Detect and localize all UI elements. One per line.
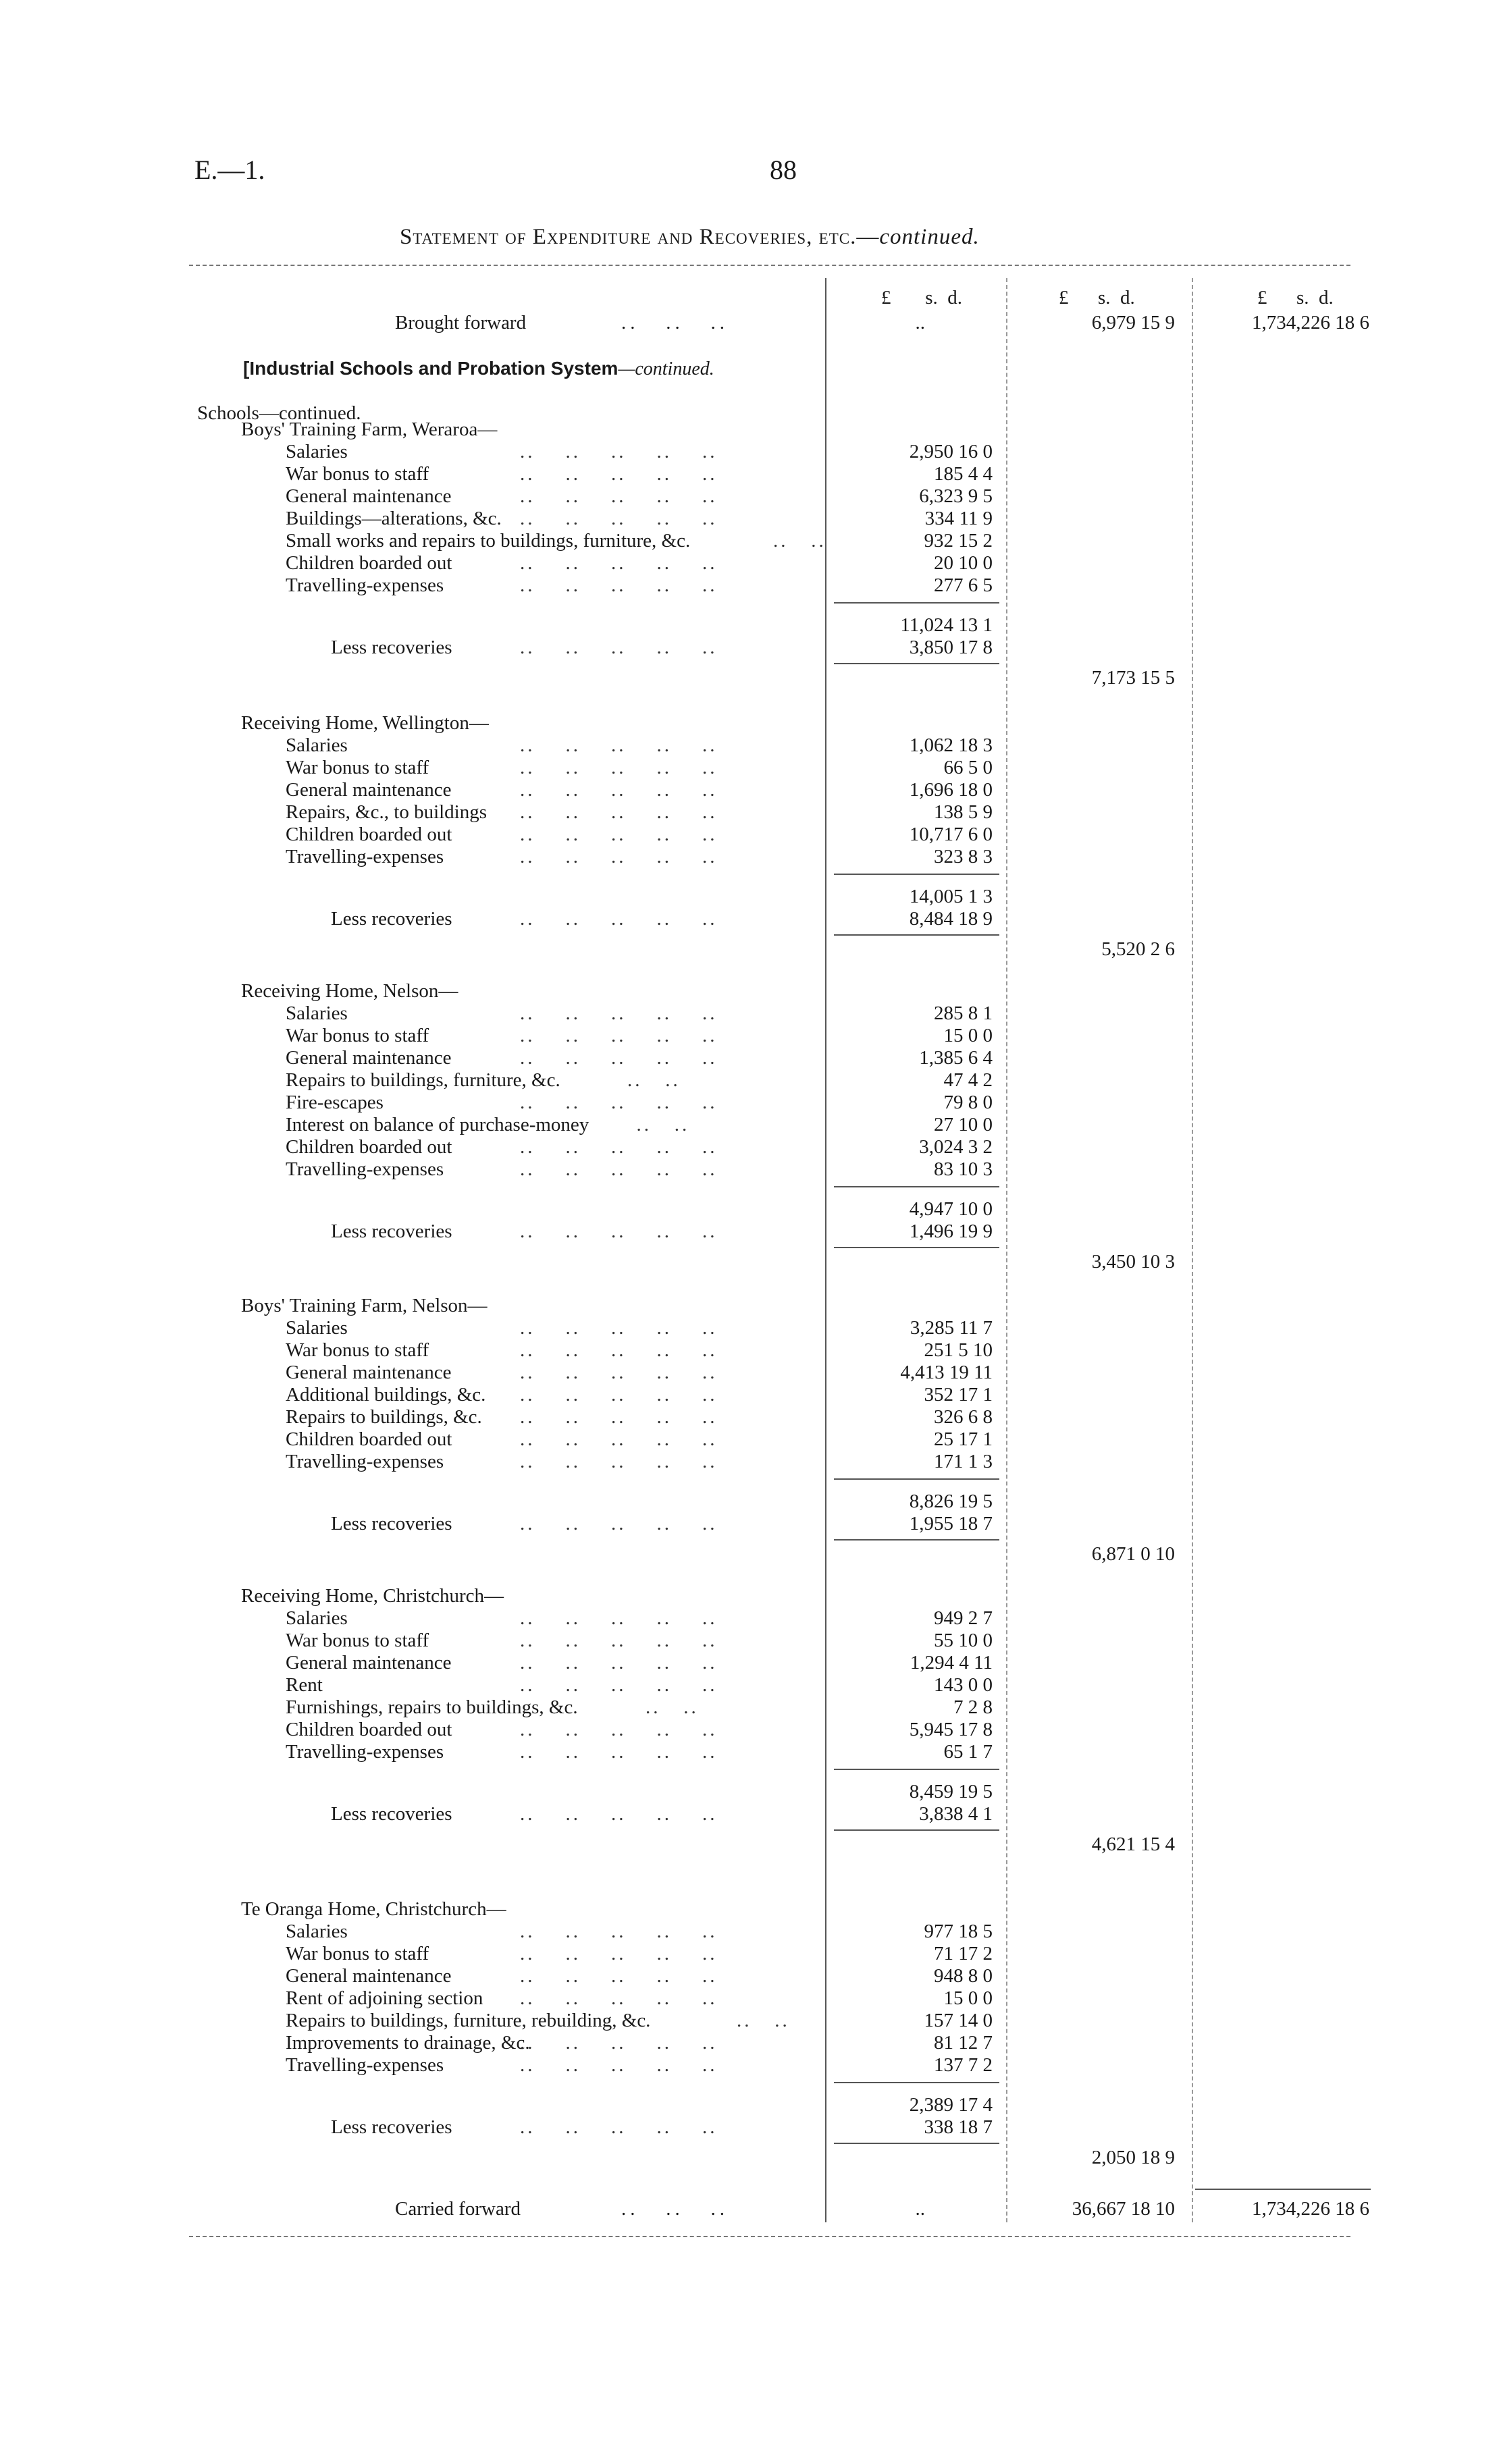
table-row [0, 1114, 1499, 1136]
item-label: Travelling-expenses [286, 1741, 444, 1763]
item-label: War bonus to staff [286, 1630, 429, 1651]
item-value: 6,323 9 5 [919, 485, 993, 507]
table-row [0, 1674, 1499, 1696]
item-value: 71 17 2 [934, 1943, 993, 1964]
item-label: Small works and repairs to buildings, furniture, &c. [286, 530, 691, 552]
item-label: Children boarded out [286, 552, 452, 574]
item-value: 948 8 0 [934, 1965, 993, 1987]
leader-dots: .. .. .. .. .. [520, 1136, 718, 1158]
leader-dots: .. .. .. .. .. [520, 2032, 718, 2054]
leader-dots: .. .. .. .. .. [520, 552, 718, 574]
item-label: Children boarded out [286, 1136, 452, 1158]
table-row [0, 463, 1499, 485]
group-recoveries: 1,955 18 7 [909, 1513, 993, 1534]
table-row [0, 1943, 1499, 1965]
item-label: War bonus to staff [286, 1943, 429, 1964]
table-row [0, 801, 1499, 824]
item-label: Salaries [286, 734, 348, 756]
group-net: 3,450 10 3 [1091, 1251, 1175, 1273]
page-ref: E.—1. [194, 155, 265, 185]
table-row [0, 779, 1499, 801]
group-recoveries: 8,484 18 9 [909, 908, 993, 930]
item-value: 66 5 0 [943, 757, 993, 778]
item-value: 334 11 9 [924, 508, 993, 529]
net-rule [834, 1247, 999, 1248]
table-row [0, 1428, 1499, 1451]
item-label: War bonus to staff [286, 757, 429, 778]
item-label: Furnishings, repairs to buildings, &c. [286, 1696, 578, 1718]
carried-forward-col1: .. [915, 2198, 925, 2220]
item-value: 20 10 0 [934, 552, 993, 574]
leader-dots: .. .. .. .. .. [520, 1607, 718, 1629]
group-total: 11,024 13 1 [900, 614, 993, 636]
leader-dots: .. .. .. .. .. [520, 824, 718, 845]
item-value: 27 10 0 [934, 1114, 993, 1135]
leader-dots: .. .. .. .. .. [520, 1362, 718, 1383]
item-value: 47 4 2 [943, 1069, 993, 1091]
leader-dots: .. .. .. .. .. [520, 1221, 718, 1242]
leader-dots: .. .. .. .. .. [520, 757, 718, 778]
item-value: 10,717 6 0 [909, 824, 993, 845]
item-label: Travelling-expenses [286, 1158, 444, 1180]
item-label: Travelling-expenses [286, 1451, 444, 1472]
item-label: Salaries [286, 1002, 348, 1024]
leader-dots: .. .. .. .. .. [520, 1965, 718, 1987]
table-row [0, 1317, 1499, 1339]
carried-forward-row [0, 2198, 1499, 2220]
leader-dots: .. .. .. .. .. [520, 1092, 718, 1113]
table-row [0, 530, 1499, 552]
item-value: 1,062 18 3 [909, 734, 993, 756]
table-row [0, 1002, 1499, 1025]
table-row [0, 485, 1499, 508]
item-value: 2,950 16 0 [909, 441, 993, 462]
leader-dots: .. .. .. .. .. [520, 846, 718, 867]
leader-dots: .. .. .. .. .. [520, 1428, 718, 1450]
item-label: Rent [286, 1674, 323, 1696]
item-value: 15 0 0 [943, 1987, 993, 2009]
item-value: 79 8 0 [943, 1092, 993, 1113]
currency-header-1: £ s. d. [881, 287, 963, 309]
group-title: Receiving Home, Wellington— [241, 712, 489, 734]
item-label: Rent of adjoining section [286, 1987, 483, 2009]
table-row [0, 734, 1499, 757]
table-row [0, 441, 1499, 463]
leader-dots: .. .. .. .. .. [520, 1451, 718, 1472]
group-recoveries: 338 18 7 [924, 2116, 993, 2138]
carried-forward-rule [1195, 2189, 1371, 2190]
brought-forward-col2: 6,979 15 9 [1091, 312, 1175, 333]
item-value: 949 2 7 [934, 1607, 993, 1629]
group-recoveries: 1,496 19 9 [909, 1221, 993, 1242]
table-row [0, 1092, 1499, 1114]
group-total: 4,947 10 0 [909, 1198, 993, 1220]
item-value: 157 14 0 [924, 2010, 993, 2031]
item-value: 4,413 19 11 [900, 1362, 993, 1383]
title-main: Statement of Expenditure and Recoveries, etc.— [400, 225, 880, 249]
group-net: 5,520 2 6 [1101, 938, 1175, 960]
table-row [0, 1719, 1499, 1741]
item-value: 352 17 1 [924, 1384, 993, 1405]
section-title: [Industrial Schools and Probation System—continued. [243, 358, 714, 379]
leader-dots: .. .. [627, 1069, 681, 1091]
item-label: Repairs to buildings, &c. [286, 1406, 482, 1428]
item-label: Children boarded out [286, 1428, 452, 1450]
net-rule [834, 934, 999, 936]
table-row [0, 574, 1499, 597]
subtotal-rule [834, 2082, 999, 2083]
leader-dots: .. .. .. .. .. [520, 1921, 718, 1942]
page-title [400, 225, 980, 250]
table-row [0, 1025, 1499, 1047]
item-label: War bonus to staff [286, 1025, 429, 1046]
group-net: 7,173 15 5 [1091, 667, 1175, 689]
recoveries-label: Less recoveries [331, 1513, 452, 1534]
item-label: Additional buildings, &c. [286, 1384, 486, 1405]
group-net: 2,050 18 9 [1091, 2147, 1175, 2168]
item-label: General maintenance [286, 1965, 452, 1987]
leader-dots: .. .. .. .. .. [520, 1719, 718, 1740]
group-title: Receiving Home, Christchurch— [241, 1585, 504, 1607]
item-value: 285 8 1 [934, 1002, 993, 1024]
subtotal-rule [834, 602, 999, 604]
leader-dots: .. .. .. .. .. [520, 1652, 718, 1673]
table-row [0, 1136, 1499, 1158]
table-row [0, 2010, 1499, 2032]
item-label: Repairs, &c., to buildings [286, 801, 488, 823]
brought-forward-col1: .. [915, 312, 925, 333]
item-value: 3,285 11 7 [910, 1317, 993, 1339]
item-label: Children boarded out [286, 1719, 452, 1740]
leader-dots: .. .. .. .. .. [520, 734, 718, 756]
leader-dots: .. .. .. .. .. [520, 1025, 718, 1046]
item-label: Improvements to drainage, &c. [286, 2032, 530, 2054]
table-row [0, 552, 1499, 574]
group-title: Te Oranga Home, Christchurch— [241, 1898, 506, 1920]
item-value: 185 4 4 [934, 463, 993, 485]
table-row [0, 1607, 1499, 1630]
leader-dots: .. .. [773, 530, 826, 552]
leader-dots: .. .. [636, 1114, 690, 1135]
item-label: General maintenance [286, 1652, 452, 1673]
item-label: Repairs to buildings, furniture, rebuilding, &c. [286, 2010, 651, 2031]
table-row [0, 1921, 1499, 1943]
item-value: 171 1 3 [934, 1451, 993, 1472]
item-value: 137 7 2 [934, 2054, 993, 2076]
item-label: General maintenance [286, 779, 452, 801]
leader-dots: .. .. .. .. .. [520, 1002, 718, 1024]
leader-dots: .. .. .. .. .. [520, 801, 718, 823]
brought-forward-col3: 1,734,226 18 6 [1252, 312, 1369, 333]
table-row [0, 846, 1499, 868]
subtotal-rule [834, 1769, 999, 1770]
footer-rule [189, 2236, 1350, 2237]
table-row [0, 1652, 1499, 1674]
subtotal-rule [834, 1186, 999, 1187]
leader-dots: .. .. .. .. .. [520, 1674, 718, 1696]
table-row [0, 1362, 1499, 1384]
leader-dots: .. .. .. .. .. [520, 441, 718, 462]
item-value: 138 5 9 [934, 801, 993, 823]
leader-dots: .. .. .. .. .. [520, 1317, 718, 1339]
table-row [0, 1339, 1499, 1362]
leader-dots: .. .. .. .. .. [520, 1513, 718, 1534]
item-value: 1,696 18 0 [909, 779, 993, 801]
item-value: 7 2 8 [953, 1696, 993, 1718]
item-value: 1,385 6 4 [919, 1047, 993, 1069]
item-value: 326 6 8 [934, 1406, 993, 1428]
group-total: 8,826 19 5 [909, 1491, 993, 1512]
net-rule [834, 663, 999, 664]
group-total: 14,005 1 3 [909, 886, 993, 907]
leader-dots: .. .. .. .. .. [520, 1158, 718, 1180]
leader-dots: .. .. .. .. .. [520, 2116, 718, 2138]
item-label: General maintenance [286, 1362, 452, 1383]
table-row [0, 757, 1499, 779]
header-rule [189, 265, 1350, 266]
item-label: Fire-escapes [286, 1092, 384, 1113]
group-total: 8,459 19 5 [909, 1781, 993, 1802]
leader-dots: .. .. [646, 1696, 699, 1718]
subtotal-rule [834, 1478, 999, 1480]
item-value: 81 12 7 [934, 2032, 993, 2054]
title-continued: continued. [879, 225, 980, 249]
table-row [0, 1406, 1499, 1428]
item-label: General maintenance [286, 1047, 452, 1069]
table-row [0, 1965, 1499, 1987]
recoveries-label: Less recoveries [331, 1221, 452, 1242]
item-value: 251 5 10 [924, 1339, 993, 1361]
table-row [0, 2032, 1499, 2054]
leader-dots: .. .. .. .. .. [520, 1339, 718, 1361]
table-row [0, 1158, 1499, 1181]
item-label: Children boarded out [286, 824, 452, 845]
table-row [0, 508, 1499, 530]
table-row [0, 1069, 1499, 1092]
net-rule [834, 2143, 999, 2144]
table-row [0, 2054, 1499, 2077]
item-label: Repairs to buildings, furniture, &c. [286, 1069, 560, 1091]
brought-forward-row [0, 312, 1499, 334]
table-row [0, 1047, 1499, 1069]
leader-dots: .. .. .. .. .. [520, 908, 718, 930]
item-label: Salaries [286, 441, 348, 462]
leader-dots: .. .. [737, 2010, 790, 2031]
table-row [0, 1696, 1499, 1719]
group-net: 6,871 0 10 [1091, 1543, 1175, 1565]
currency-header-2: £ s. d. [1059, 287, 1135, 309]
item-value: 1,294 4 11 [910, 1652, 993, 1673]
item-value: 143 0 0 [934, 1674, 993, 1696]
recoveries-label: Less recoveries [331, 637, 452, 658]
leader-dots: .. .. .. .. .. [520, 1987, 718, 2009]
carried-forward-col2: 36,667 18 10 [1072, 2198, 1175, 2220]
group-net: 4,621 15 4 [1091, 1833, 1175, 1855]
leader-dots: .. .. .. [621, 2198, 729, 2220]
group-recoveries: 3,838 4 1 [919, 1803, 993, 1825]
leader-dots: .. .. .. .. .. [520, 574, 718, 596]
carried-forward-col3: 1,734,226 18 6 [1252, 2198, 1369, 2220]
table-row [0, 1384, 1499, 1406]
leader-dots: .. .. .. .. .. [520, 779, 718, 801]
table-row [0, 1451, 1499, 1473]
recoveries-label: Less recoveries [331, 2116, 452, 2138]
brought-forward-label: Brought forward [395, 312, 527, 333]
group-title: Receiving Home, Nelson— [241, 980, 458, 1002]
schools-label: Schools—continued. [197, 402, 361, 424]
page-number: 88 [770, 155, 797, 185]
item-value: 5,945 17 8 [909, 1719, 993, 1740]
item-label: Salaries [286, 1921, 348, 1942]
table-row [0, 1741, 1499, 1763]
group-title: Boys' Training Farm, Weraroa— [241, 419, 498, 440]
item-label: War bonus to staff [286, 1339, 429, 1361]
item-value: 83 10 3 [934, 1158, 993, 1180]
item-label: Travelling-expenses [286, 846, 444, 867]
table-row [0, 824, 1499, 846]
item-label: Travelling-expenses [286, 574, 444, 596]
leader-dots: .. .. .. .. .. [520, 508, 718, 529]
item-label: War bonus to staff [286, 463, 429, 485]
item-value: 25 17 1 [934, 1428, 993, 1450]
item-value: 3,024 3 2 [919, 1136, 993, 1158]
table-row [0, 1630, 1499, 1652]
section-continued: —continued. [618, 358, 714, 379]
subtotal-rule [834, 874, 999, 875]
item-value: 977 18 5 [924, 1921, 993, 1942]
item-value: 323 8 3 [934, 846, 993, 867]
leader-dots: .. .. .. .. .. [520, 1047, 718, 1069]
item-label: Travelling-expenses [286, 2054, 444, 2076]
item-value: 15 0 0 [943, 1025, 993, 1046]
recoveries-label: Less recoveries [331, 908, 452, 930]
leader-dots: .. .. .. .. .. [520, 485, 718, 507]
carried-forward-label: Carried forward [395, 2198, 521, 2220]
leader-dots: .. .. .. .. .. [520, 2054, 718, 2076]
currency-header-3: £ s. d. [1257, 287, 1334, 309]
leader-dots: .. .. .. [621, 312, 729, 333]
item-value: 55 10 0 [934, 1630, 993, 1651]
leader-dots: .. .. .. .. .. [520, 1741, 718, 1763]
leader-dots: .. .. .. .. .. [520, 1803, 718, 1825]
net-rule [834, 1829, 999, 1831]
leader-dots: .. .. .. .. .. [520, 637, 718, 658]
group-recoveries: 3,850 17 8 [909, 637, 993, 658]
item-value: 932 15 2 [924, 530, 993, 552]
leader-dots: .. .. .. .. .. [520, 1943, 718, 1964]
item-label: Salaries [286, 1317, 348, 1339]
item-label: Interest on balance of purchase-money [286, 1114, 589, 1135]
item-value: 65 1 7 [943, 1741, 993, 1763]
item-label: Salaries [286, 1607, 348, 1629]
item-label: Buildings—alterations, &c. [286, 508, 502, 529]
recoveries-label: Less recoveries [331, 1803, 452, 1825]
group-title: Boys' Training Farm, Nelson— [241, 1295, 488, 1316]
item-value: 277 6 5 [934, 574, 993, 596]
table-row [0, 1987, 1499, 2010]
net-rule [834, 1539, 999, 1541]
leader-dots: .. .. .. .. .. [520, 1406, 718, 1428]
group-total: 2,389 17 4 [909, 2094, 993, 2116]
leader-dots: .. .. .. .. .. [520, 463, 718, 485]
item-label: General maintenance [286, 485, 452, 507]
leader-dots: .. .. .. .. .. [520, 1384, 718, 1405]
leader-dots: .. .. .. .. .. [520, 1630, 718, 1651]
